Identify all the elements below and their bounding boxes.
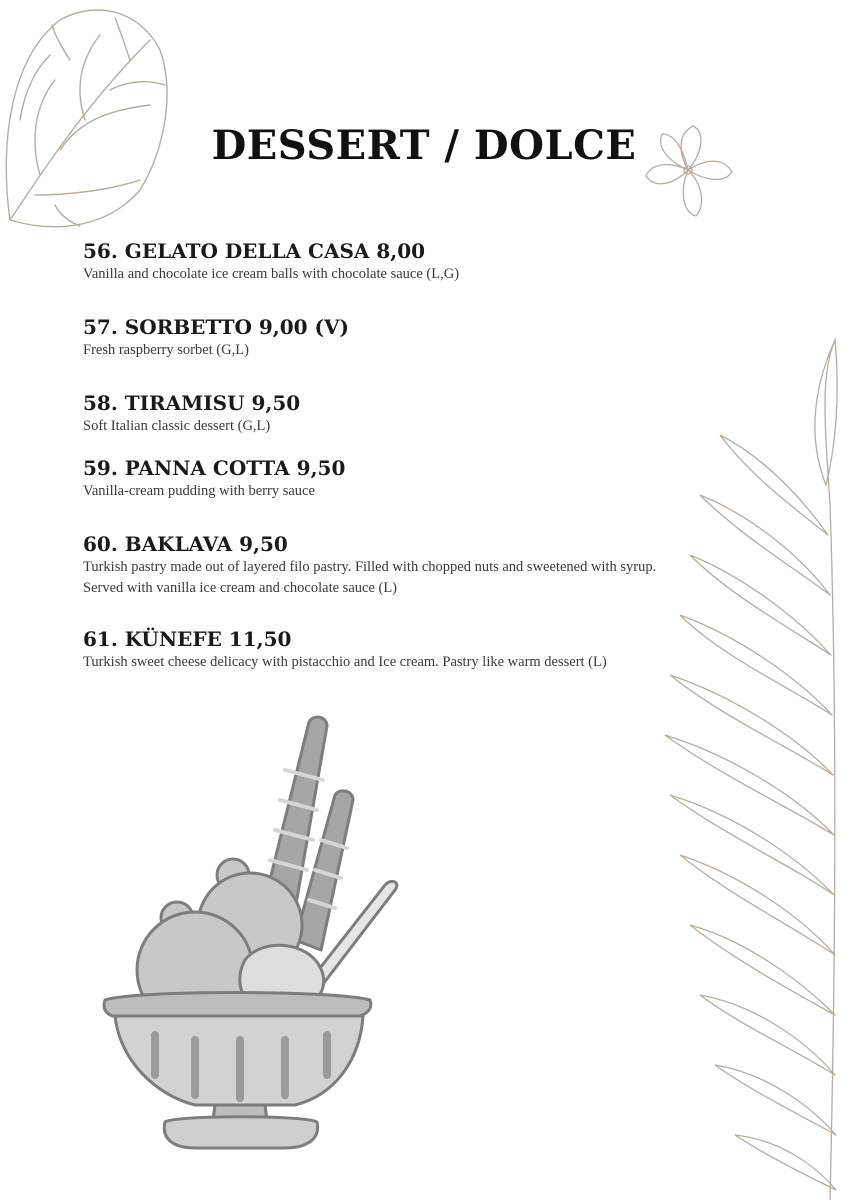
menu-item-name: 61. KÜNEFE 11,50 — [83, 627, 292, 651]
menu-item-name: 56. GELATO DELLA CASA 8,00 — [83, 239, 426, 263]
monstera-leaf-icon — [0, 0, 175, 235]
menu-item-description: Fresh raspberry sorbet (G,L) — [83, 342, 249, 358]
menu-item-description: Turkish pastry made out of layered filo pastry. Filled with chopped nuts and sweetened with syrup. — [83, 559, 657, 575]
menu-item — [83, 314, 349, 361]
menu-item-description: Vanilla-cream pudding with berry sauce — [83, 483, 315, 499]
menu-item — [83, 390, 300, 437]
menu-item-name: 58. TIRAMISU 9,50 — [83, 391, 301, 415]
ice-cream-sundae-icon — [95, 700, 405, 1160]
palm-frond-icon — [640, 335, 848, 1200]
menu-item — [83, 626, 607, 673]
menu-item — [83, 238, 459, 285]
page-title: DESSERT / DOLCE — [211, 122, 637, 169]
menu-item — [83, 455, 345, 502]
menu-item-name: 59. PANNA COTTA 9,50 — [83, 456, 346, 480]
menu-item-name: 57. SORBETTO 9,00 (V) — [83, 315, 349, 339]
menu-item — [83, 531, 656, 599]
menu-item-description: Turkish sweet cheese delicacy with pistacchio and Ice cream. Pastry like warm dessert (L) — [83, 654, 607, 670]
menu-item-description: Soft Italian classic dessert (G,L) — [83, 418, 271, 434]
menu-item-name: 60. BAKLAVA 9,50 — [83, 532, 288, 556]
menu-item-description: Vanilla and chocolate ice cream balls with chocolate sauce (L,G) — [83, 266, 460, 282]
menu-item-description: Served with vanilla ice cream and chocolate sauce (L) — [83, 580, 398, 596]
